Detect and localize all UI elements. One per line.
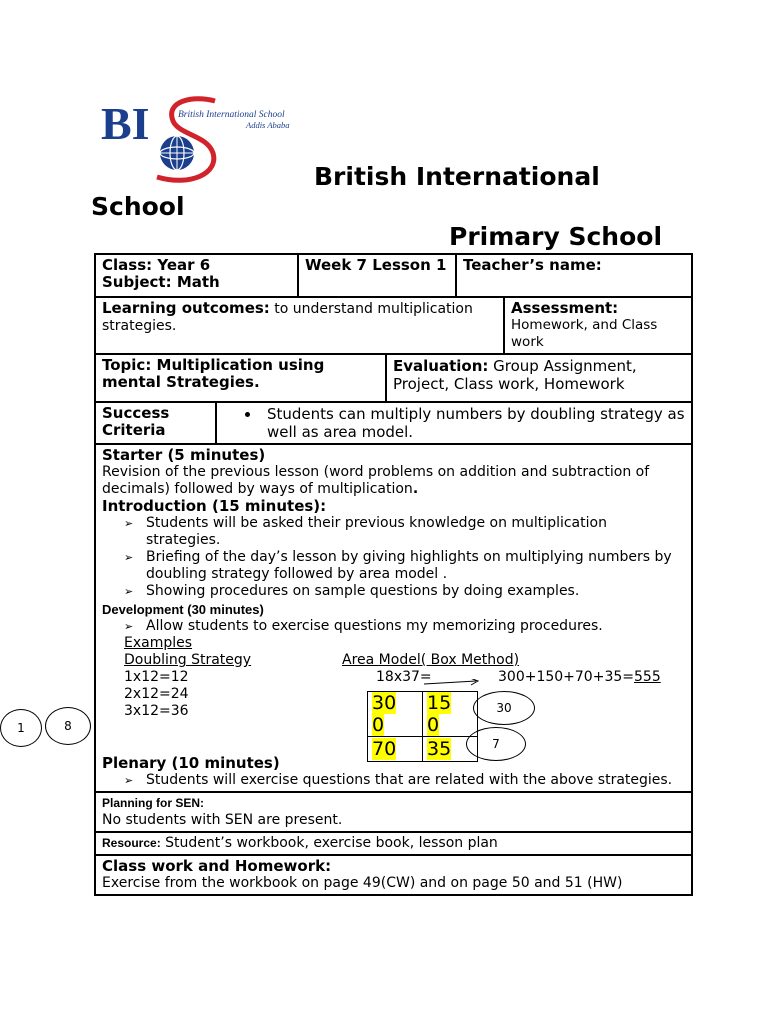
margin-oval: 8 — [45, 707, 91, 745]
doubling-line: 2x12=24 — [124, 686, 189, 702]
margin-oval: 1 — [0, 709, 42, 747]
class-label: Class: Year 6 — [102, 256, 211, 274]
topic-row — [95, 354, 692, 402]
assessment-label: Assessment: — [511, 299, 619, 317]
assessment-text: Homework, and Class work — [511, 317, 658, 350]
logo-letters-bi: BI — [101, 98, 150, 149]
success-criteria-label: Success Criteria — [102, 404, 170, 439]
box-cell: 35 — [423, 737, 478, 762]
classwork-label: Class work and Homework: — [102, 857, 332, 875]
sen-row — [95, 792, 692, 832]
arrow-icon — [424, 679, 484, 689]
evaluation-text: Group Assignment, Project, Class work, Homework — [393, 357, 637, 393]
learning-outcomes-text: to understand multiplication strategies. — [102, 301, 473, 334]
resource-text: Student’s workbook, exercise book, lesson plan — [160, 835, 498, 851]
doubling-line: 1x12=12 — [124, 669, 189, 685]
doubling-strategy-label: Doubling Strategy — [124, 652, 252, 668]
area-model-label: Area Model( Box Method) — [342, 652, 520, 668]
list-item: ➢ Students will be asked their previous knowledge on multiplication strategies. — [124, 515, 685, 549]
starter-heading: Starter (5 minutes) — [102, 446, 266, 464]
examples-section — [102, 635, 685, 760]
oval-label: 30 — [473, 691, 535, 725]
starter-text: Revision of the previous lesson (word problems on addition and subtraction of decimals) followed by ways of multiplication — [102, 464, 650, 497]
week-lesson: Week 7 Lesson 1 — [305, 256, 447, 274]
resource-label: Resource: — [102, 836, 161, 850]
list-item: • Students can multiply numbers by doubling strategy as well as area model. — [261, 405, 685, 441]
plenary-list — [102, 772, 685, 789]
main-row: Starter (5 minutes) Revision of the previous lesson (word problems on addition and subtraction of decimals) followed by ways of multiplication. Introduction (15 minutes): ➢ Students will be asked their previous knowledge on multiplication strategies. ➢ Briefing of the day’s lesson by giving highlights on multiplying numbers by doubling strategy followed by area model . ➢ Showing procedures on sample questions by doing examples. Development (30 minutes) ➢ Allow students to exercise questions my memorizing procedures. Examples Doubling Strategy 1x12=12 2x12=24 3x12=36 Area Model( Box Method) 18x37= 300+150+70+35=555 30 0 15 0 70 35 30 7 Plenary (10 minutes) ➢ Students will exercise questions that are related with the above strategies. — [95, 444, 692, 792]
logo-city: Addis Ababa — [246, 120, 290, 130]
teacher-name-label: Teacher’s name: — [463, 256, 602, 274]
success-row — [95, 402, 692, 444]
box-cell: 30 0 — [368, 692, 423, 737]
page-title-line1: British International — [314, 162, 600, 191]
list-item: ➢ Showing procedures on sample questions by doing examples. — [124, 583, 685, 600]
area-model-box — [367, 691, 478, 762]
doubling-line: 3x12=36 — [124, 703, 189, 719]
classwork-text: Exercise from the workbook on page 49(CW) and on page 50 and 51 (HW) — [102, 875, 623, 891]
success-criteria-list — [243, 405, 685, 441]
list-item: ➢ Students will exercise questions that are related with the above strategies. — [124, 772, 685, 789]
list-item: ➢ Briefing of the day’s lesson by giving highlights on multiplying numbers by doubling strategy followed by area model . — [124, 549, 685, 583]
list-item: ➢ Allow students to exercise questions my memorizing procedures. — [124, 618, 685, 635]
area-question: 18x37= — [376, 669, 432, 685]
page-title-line3: Primary School — [449, 222, 663, 251]
subject-label: Subject: Math — [102, 273, 220, 291]
area-sum: 300+150+70+35=555 — [498, 669, 661, 685]
examples-label: Examples — [124, 635, 193, 651]
oval-label: 7 — [466, 727, 526, 761]
header-row — [95, 254, 692, 297]
introduction-list — [102, 515, 685, 600]
evaluation-label: Evaluation: — [393, 357, 489, 375]
learning-outcomes-label: Learning outcomes: — [102, 299, 270, 317]
box-cell: 70 — [368, 737, 423, 762]
outcomes-row — [95, 297, 692, 354]
classwork-row — [95, 855, 692, 895]
development-list — [102, 618, 685, 635]
plenary-heading: Plenary (10 minutes) — [102, 754, 280, 772]
sen-label: Planning for SEN: — [102, 796, 204, 810]
logo-school-name: British International School — [178, 110, 285, 120]
area-answer: 555 — [634, 669, 661, 685]
development-heading: Development (30 minutes) — [102, 602, 264, 617]
introduction-heading: Introduction (15 minutes): — [102, 497, 327, 515]
school-logo — [95, 95, 310, 185]
page-title-line2: School — [91, 192, 185, 221]
topic-text: Topic: Multiplication using mental Strategies. — [102, 356, 325, 391]
lesson-plan-table — [94, 253, 693, 896]
resource-row — [95, 832, 692, 855]
sen-text: No students with SEN are present. — [102, 812, 343, 828]
box-cell: 15 0 — [423, 692, 478, 737]
